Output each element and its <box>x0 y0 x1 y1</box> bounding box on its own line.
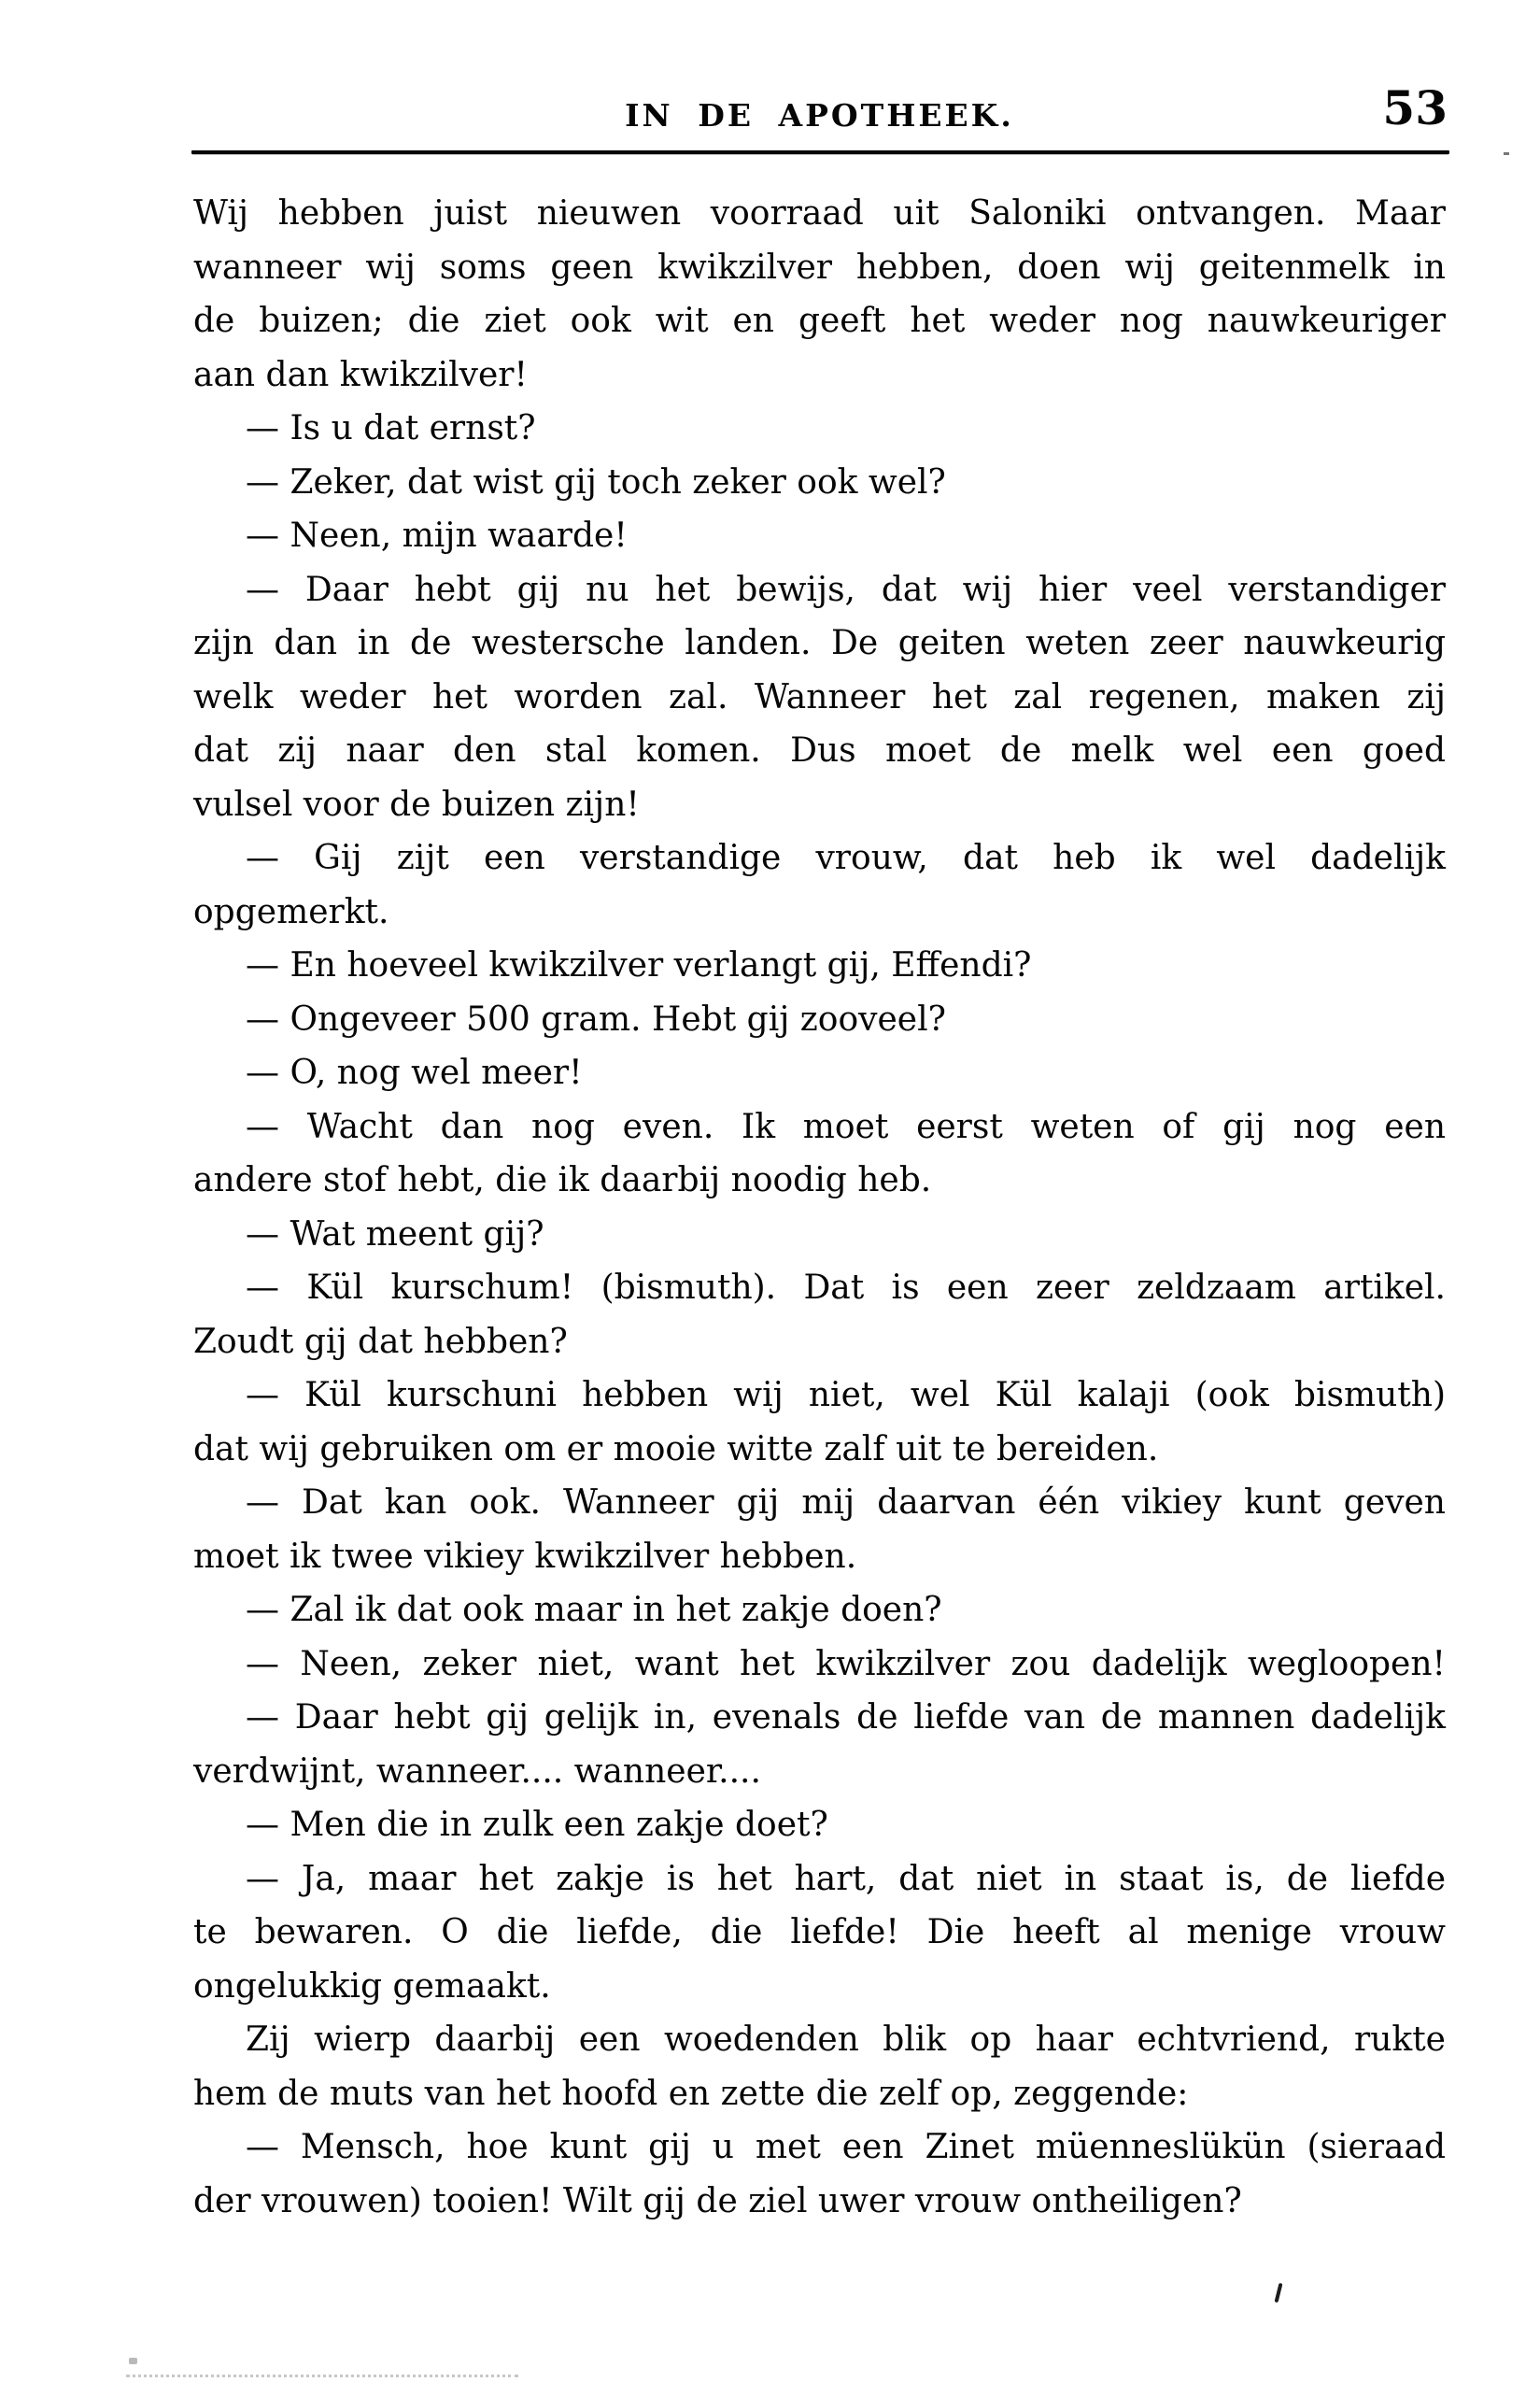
text-line: Wij hebben juist nieuwen voorraad uit Saloniki ontvangen. Maar <box>193 194 1446 233</box>
text-line: andere stof hebt, die ik daarbij noodig heb. <box>193 1161 932 1199</box>
text-line: — Neen, zeker niet, want het kwikzilver zou dadelijk wegloopen! <box>246 1644 1446 1683</box>
text-line: zijn dan in de westersche landen. De geiten weten zeer nauwkeurig <box>193 624 1446 662</box>
text-line: aan dan kwikzilver! <box>193 355 528 394</box>
text-line: vulsel voor de buizen zijn! <box>193 785 640 824</box>
text-line: — Daar hebt gij gelijk in, evenals de liefde van de mannen dadelijk <box>246 1698 1446 1737</box>
text-line: ongelukkig gemaakt. <box>193 1966 551 2006</box>
text-line: — Mensch, hoe kunt gij u met een Zinet müenneslükün (sieraad <box>246 2128 1446 2166</box>
text-line: dat wij gebruiken om er mooie witte zalf uit te bereiden. <box>193 1429 1159 1468</box>
text-line: — En hoeveel kwikzilver verlangt gij, Effendi? <box>246 946 1032 985</box>
text-line: — Ongeveer 500 gram. Hebt gij zooveel? <box>246 1000 946 1039</box>
text-line: — Wat meent gij? <box>246 1214 544 1254</box>
text-line: — Kül kurschuni hebben wij niet, wel Kül kalaji (ook bismuth) <box>246 1376 1446 1414</box>
text-line: — Daar hebt gij nu het bewijs, dat wij hier veel verstandiger <box>246 570 1446 609</box>
text-line: — O, nog wel meer! <box>246 1054 583 1092</box>
scan-artifact-slash <box>1275 2283 1283 2303</box>
text-line: de buizen; die ziet ook wit en geeft het weder nog nauwkeuriger <box>193 302 1446 340</box>
text-line: — Kül kurschum! (bismuth). Dat is een zeer zeldzaam artikel. <box>246 1269 1446 1307</box>
text-line: — Gij zijt een verstandige vrouw, dat heb ik wel dadelijk <box>246 839 1446 877</box>
text-line: moet ik twee vikiey kwikzilver hebben. <box>193 1537 857 1576</box>
text-line: Zij wierp daarbij een woedenden blik op haar echtvriend, rukte <box>246 2020 1446 2059</box>
text-line: — Zal ik dat ook maar in het zakje doen? <box>246 1591 942 1629</box>
text-line: opgemerkt. <box>193 892 389 931</box>
text-line: verdwijnt, wanneer.... wanneer.... <box>193 1751 761 1791</box>
text-line: — Neen, mijn waarde! <box>246 517 628 555</box>
running-head-title: IN DE APOTHEEK. <box>625 97 1014 134</box>
text-line: — Ja, maar het zakje is het hart, dat niet in staat is, de liefde <box>246 1859 1446 1898</box>
text-line: dat zij naar den stal komen. Dus moet de melk wel een goed <box>193 731 1446 770</box>
text-line: der vrouwen) tooien! Wilt gij de ziel uwer vrouw ontheiligen? <box>193 2181 1242 2220</box>
text-line: Zoudt gij dat hebben? <box>193 1322 568 1361</box>
header-divider-rule <box>191 150 1449 154</box>
page-number: 53 <box>1382 80 1448 135</box>
text-line: hem de muts van het hoofd en zette die zelf op, zeggende: <box>193 2074 1189 2113</box>
scan-artifact-dot <box>1504 152 1509 155</box>
scan-artifact-blob <box>129 2358 137 2364</box>
text-line: welk weder het worden zal. Wanneer het zal regenen, maken zij <box>193 677 1446 716</box>
text-line: wanneer wij soms geen kwikzilver hebben, doen wij geitenmelk in <box>193 248 1446 287</box>
text-line: — Wacht dan nog even. Ik moet eerst weten of gij nog een <box>246 1107 1446 1146</box>
text-line: te bewaren. O die liefde, die liefde! Die heeft al menige vrouw <box>193 1913 1446 1951</box>
text-line: — Zeker, dat wist gij toch zeker ook wel? <box>246 462 946 502</box>
scan-artifact-speckles <box>126 2361 518 2377</box>
text-line: — Is u dat ernst? <box>246 409 536 447</box>
text-line: — Dat kan ook. Wanneer gij mij daarvan één vikiey kunt geven <box>246 1483 1446 1522</box>
text-line: — Men die in zulk een zakje doet? <box>246 1806 828 1844</box>
page-body <box>193 187 1446 2228</box>
